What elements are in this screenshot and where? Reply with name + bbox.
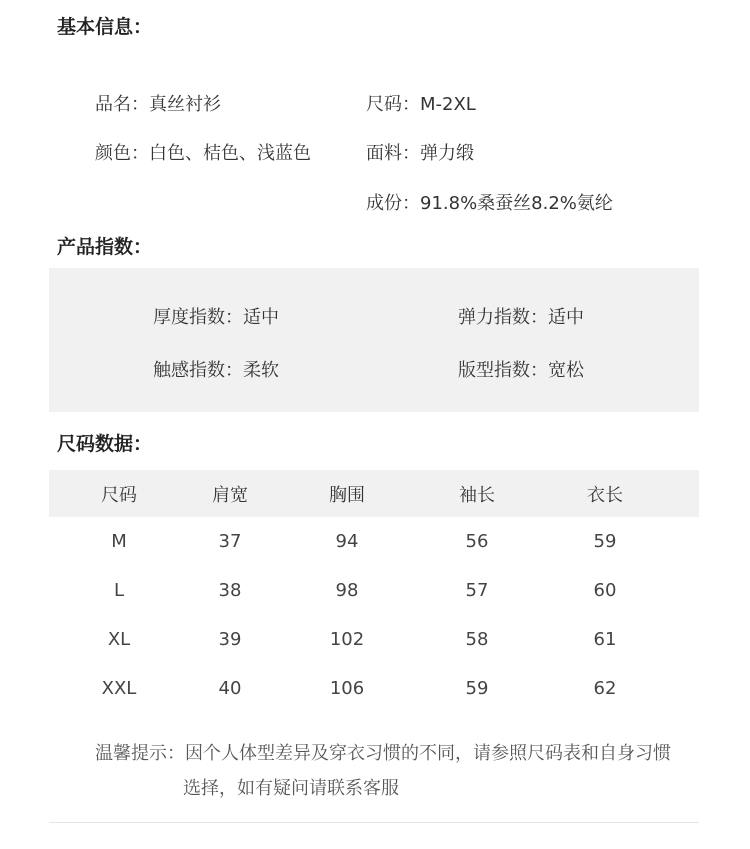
table-cell: 62	[593, 678, 617, 699]
column-header-size: 尺码	[101, 484, 137, 506]
table-cell: 61	[593, 629, 617, 650]
table-cell: 57	[465, 580, 489, 601]
size-table	[49, 470, 699, 713]
table-cell: M	[111, 531, 127, 552]
table-cell: L	[113, 580, 125, 601]
size-data-heading: 尺码数据：	[57, 433, 153, 455]
product-fabric: 面料：弹力缎	[366, 143, 474, 164]
elasticity-index: 弹力指数：适中	[458, 307, 584, 328]
column-header-sleeve: 袖长	[459, 484, 495, 506]
table-cell: 37	[218, 531, 242, 552]
fit-index: 版型指数：宽松	[458, 360, 584, 381]
size-range: 尺码：M-2XL	[366, 94, 476, 115]
table-row	[49, 566, 699, 615]
table-cell: 56	[465, 531, 489, 552]
bottom-divider	[49, 822, 699, 823]
table-cell: 98	[335, 580, 359, 601]
table-cell: 40	[218, 678, 242, 699]
table-row	[49, 664, 699, 713]
table-cell: XL	[107, 629, 131, 650]
table-cell: 94	[335, 531, 359, 552]
product-composition: 成份：91.8%桑蚕丝8.2%氨纶	[366, 193, 613, 214]
touch-index: 触感指数：柔软	[153, 360, 279, 381]
table-row	[49, 615, 699, 664]
table-cell: 59	[465, 678, 489, 699]
size-table-header	[49, 470, 699, 517]
tip-line-1: 温馨提示：因个人体型差异及穿衣习惯的不同，请参照尺码表和自身习惯	[95, 743, 671, 764]
product-colors: 颜色：白色、桔色、浅蓝色	[95, 143, 311, 164]
table-row	[49, 517, 699, 566]
table-cell: 38	[218, 580, 242, 601]
thickness-index: 厚度指数：适中	[153, 307, 279, 328]
indices-heading: 产品指数：	[57, 236, 153, 258]
table-cell: 102	[329, 629, 365, 650]
table-cell: 39	[218, 629, 242, 650]
indices-panel	[49, 268, 699, 412]
column-header-chest: 胸围	[329, 484, 365, 506]
basic-info-heading: 基本信息：	[57, 16, 153, 38]
product-name: 品名：真丝衬衫	[95, 94, 221, 115]
table-cell: 58	[465, 629, 489, 650]
table-cell: XXL	[101, 678, 137, 699]
table-cell: 106	[329, 678, 365, 699]
tip-line-2: 选择，如有疑问请联系客服	[183, 778, 399, 799]
column-header-shoulder: 肩宽	[212, 484, 248, 506]
table-cell: 59	[593, 531, 617, 552]
table-cell: 60	[593, 580, 617, 601]
column-header-length: 衣长	[587, 484, 623, 506]
